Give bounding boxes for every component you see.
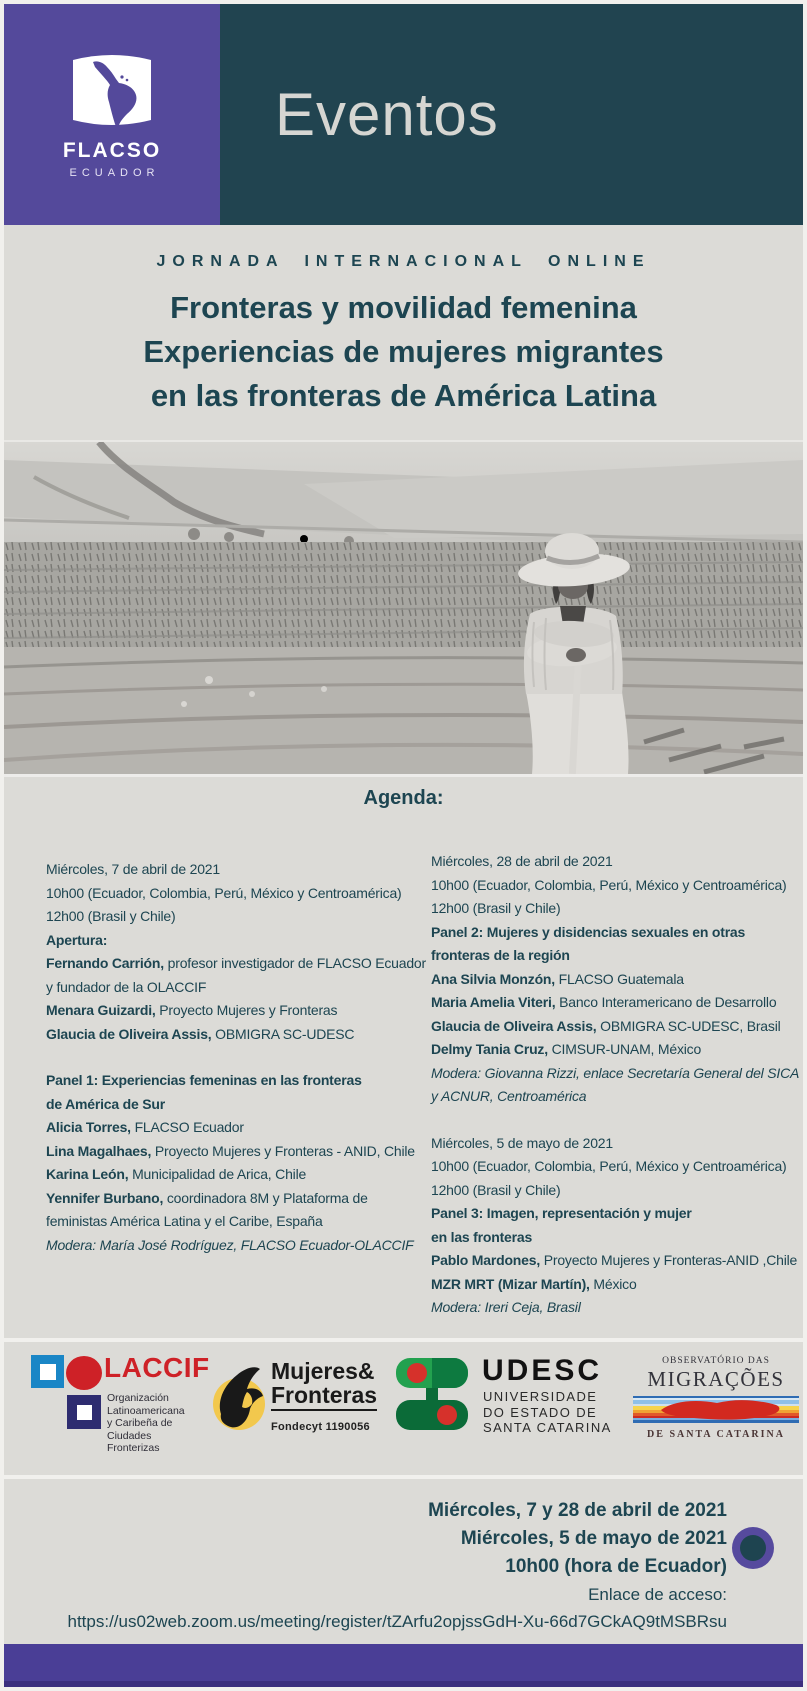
observatorio-bottom-text: DE SANTA CATARINA xyxy=(647,1429,785,1440)
agenda-line xyxy=(46,976,428,1000)
agenda-line xyxy=(46,1023,428,1047)
event-title-line-2: Experiencias de mujeres migrantes xyxy=(143,334,664,369)
agenda-line xyxy=(431,1038,803,1062)
access-time-line: 10h00 (hora de Ecuador) xyxy=(505,1556,727,1577)
access-details xyxy=(67,1497,727,1635)
udesc-desc-line: UNIVERSIDADE xyxy=(483,1389,598,1404)
olaccif-desc-line: Latinoamericana xyxy=(107,1404,185,1417)
agenda-block-panel1 xyxy=(46,1069,428,1257)
line-bold: de América de Sur xyxy=(46,1095,166,1112)
footer-bar xyxy=(4,1644,803,1687)
agenda-line xyxy=(46,882,428,906)
agenda-line xyxy=(46,952,428,976)
agenda-line xyxy=(46,858,428,882)
agenda-line xyxy=(431,897,803,921)
field-photo-art xyxy=(4,442,803,774)
udesc-desc-line: DO ESTADO DE xyxy=(483,1404,598,1420)
line-bold: Panel 3: Imagen, representación y mujer xyxy=(431,1205,692,1221)
access-date-line: Miércoles, 7 y 28 de abril de 2021 xyxy=(428,1500,727,1521)
fondecyt-number: Fondecyt 1190056 xyxy=(271,1421,370,1433)
observatorio-top-text: OBSERVATÓRIO DAS xyxy=(662,1356,770,1366)
agenda-line xyxy=(46,1210,428,1234)
agenda-line xyxy=(431,874,803,898)
line-text: Proyecto Mujeres y Fronteras xyxy=(155,1002,338,1018)
line-bold: Glaucia de Oliveira Assis, xyxy=(431,1017,597,1034)
line-text: OBMIGRA SC-UDESC, Brasil xyxy=(596,1017,781,1034)
line-bold: Panel 1: Experiencias femeninas en las fronteras xyxy=(46,1072,362,1088)
mujeres-fronteras-bird-icon xyxy=(207,1362,269,1436)
agenda-line xyxy=(46,1140,428,1164)
olaccif-logo xyxy=(31,1352,210,1464)
line-text: 12h00 (Brasil y Chile) xyxy=(431,900,561,916)
line-text: Miércoles, 28 de abril de 2021 xyxy=(431,853,613,869)
line-text: México xyxy=(589,1275,637,1292)
line-text: Miércoles, 7 de abril de 2021 xyxy=(46,861,220,877)
sponsor-logos-bar xyxy=(4,1342,803,1475)
event-kicker: JORNADA INTERNACIONAL ONLINE xyxy=(156,253,651,270)
agenda-line xyxy=(431,1015,803,1039)
mujeres-fronteras-logo xyxy=(207,1358,382,1462)
olaccif-acronym: LACCIF xyxy=(104,1352,210,1383)
poster-inner xyxy=(4,4,803,1687)
line-bold: Karina León, xyxy=(46,1166,129,1182)
agenda-line xyxy=(431,1155,803,1179)
agenda-column-right xyxy=(431,850,803,1320)
agenda-moderator-line xyxy=(431,1296,803,1320)
event-title xyxy=(4,286,803,418)
line-text: Miércoles, 5 de mayo de 2021 xyxy=(431,1134,613,1151)
line-text: Proyecto Mujeres y Fronteras-ANID ,Chile xyxy=(540,1252,798,1268)
agenda-line xyxy=(431,1202,803,1226)
agenda-moderator-line xyxy=(431,1062,803,1086)
line-text: Banco Interamericano de Desarrollo xyxy=(555,994,777,1010)
line-bold: en las fronteras xyxy=(431,1228,533,1245)
agenda-line xyxy=(46,1069,428,1093)
olaccif-desc-line: y Caribeña de xyxy=(107,1417,173,1429)
line-text: OBMIGRA SC-UDESC xyxy=(211,1025,355,1042)
brand-region: ECUADOR xyxy=(69,167,160,179)
agenda-line xyxy=(431,850,803,874)
line-text: Modera: Ireri Ceja, Brasil xyxy=(431,1299,581,1315)
banner xyxy=(220,4,803,225)
agenda-line xyxy=(431,1132,803,1156)
flacso-latam-logo-icon xyxy=(69,50,155,130)
agenda-line xyxy=(431,991,803,1015)
line-bold: Maria Amelia Viteri, xyxy=(431,994,556,1010)
agenda-heading: Agenda: xyxy=(363,787,444,809)
agenda-block-panel2 xyxy=(431,850,803,1109)
line-text: Proyecto Mujeres y Fronteras - ANID, Chile xyxy=(151,1142,415,1159)
line-bold: Glaucia de Oliveira Assis, xyxy=(46,1025,212,1042)
dot-ornament-icon xyxy=(732,1527,774,1569)
agenda-moderator-line xyxy=(46,1234,428,1258)
line-text: y ACNUR, Centroamérica xyxy=(431,1088,587,1104)
line-bold: Apertura: xyxy=(46,931,108,948)
udesc-shield-icon xyxy=(396,1358,472,1432)
intro-section xyxy=(4,225,803,440)
line-bold: Lina Magalhaes, xyxy=(46,1142,152,1159)
flacso-brand-block xyxy=(4,4,220,225)
observatorio-flag-band xyxy=(633,1396,799,1423)
line-text: 10h00 (Ecuador, Colombia, Perú, México y Centroamérica) xyxy=(431,1158,787,1174)
agenda-line xyxy=(431,1249,803,1273)
line-bold: fronteras de la región xyxy=(431,947,570,963)
agenda-line xyxy=(431,1226,803,1250)
agenda-line xyxy=(46,1163,428,1187)
access-section xyxy=(4,1479,803,1644)
dot-ornament-inner xyxy=(740,1535,766,1561)
line-text: 10h00 (Ecuador, Colombia, Perú, México y Centroamérica) xyxy=(431,876,787,893)
agenda-line xyxy=(46,1187,428,1211)
line-bold: Delmy Tania Cruz, xyxy=(431,1041,548,1057)
agenda-block-apertura xyxy=(46,858,428,1046)
agenda-section xyxy=(4,777,803,1338)
mujeres-word: Mujeres& xyxy=(271,1358,375,1384)
agenda-line xyxy=(46,1116,428,1140)
agenda-line xyxy=(431,921,803,945)
line-bold: Pablo Mardones, xyxy=(431,1252,541,1268)
observatorio-migracoes-logo xyxy=(633,1356,799,1440)
agenda-block-panel3 xyxy=(431,1132,803,1320)
line-bold: Yennifer Burbano, xyxy=(46,1189,164,1206)
line-text: feministas América Latina y el Caribe, España xyxy=(46,1213,323,1229)
line-text: FLACSO Ecuador xyxy=(130,1119,244,1135)
agenda-line xyxy=(46,999,428,1023)
line-bold: Menara Guizardi, xyxy=(46,1002,156,1018)
agenda-moderator-line xyxy=(431,1085,803,1109)
mujeres-fronteras-wordmark xyxy=(271,1359,377,1439)
line-bold: Alicia Torres, xyxy=(46,1119,131,1135)
agenda-line xyxy=(46,929,428,953)
woman-figure xyxy=(517,533,631,774)
event-title-line-1: Fronteras y movilidad femenina xyxy=(170,290,637,325)
line-text: FLACSO Guatemala xyxy=(554,970,684,987)
fronteras-word: Fronteras xyxy=(271,1382,378,1408)
logo-underline xyxy=(271,1409,377,1411)
line-text: CIMSUR-UNAM, México xyxy=(547,1041,702,1057)
line-bold: MZR MRT (Mizar Martín), xyxy=(431,1275,590,1292)
agenda-line xyxy=(431,968,803,992)
event-title-line-3: en las fronteras de América Latina xyxy=(150,378,657,413)
line-bold: Fernando Carrión, xyxy=(46,955,164,971)
santa-catarina-map-icon xyxy=(633,1396,799,1423)
access-link-label: Enlace de acceso: xyxy=(588,1585,727,1604)
line-text: y fundador de la OLACCIF xyxy=(46,978,207,995)
line-text: Modera: María José Rodríguez, FLACSO Ecuador-OLACCIF xyxy=(46,1236,414,1253)
agenda-line xyxy=(46,1093,428,1117)
olaccif-desc-line: Organización xyxy=(107,1392,169,1404)
observatorio-main-text: MIGRAÇÕES xyxy=(647,1367,785,1391)
udesc-desc-line: SANTA CATARINA xyxy=(483,1420,612,1435)
agenda-line xyxy=(431,1179,803,1203)
line-text: Municipalidad de Arica, Chile xyxy=(128,1166,307,1182)
line-text: 12h00 (Brasil y Chile) xyxy=(46,908,176,924)
brand-name: FLACSO xyxy=(62,139,162,162)
agenda-line xyxy=(431,944,803,968)
agenda-line xyxy=(431,1273,803,1297)
line-text: 12h00 (Brasil y Chile) xyxy=(431,1181,561,1198)
line-text: Modera: Giovanna Rizzi, enlace Secretaría General del SICA xyxy=(431,1064,800,1081)
line-text: coordinadora 8M y Plataforma de xyxy=(163,1189,368,1206)
line-bold: Panel 2: Mujeres y disidencias sexuales en otras xyxy=(431,923,746,940)
field-photo xyxy=(4,440,803,777)
line-text: 10h00 (Ecuador, Colombia, Perú, México y Centroamérica) xyxy=(46,884,402,901)
agenda-column-left xyxy=(46,858,428,1257)
agenda-line xyxy=(46,905,428,929)
banner-title: Eventos xyxy=(275,81,499,148)
udesc-acronym: UDESC xyxy=(482,1354,603,1387)
olaccif-description xyxy=(107,1392,206,1455)
udesc-logo xyxy=(396,1354,626,1458)
zoom-registration-link[interactable]: https://us02web.zoom.us/meeting/register/tZArfu2opjssGdH-Xu-66d7GCkAQ9tMSBRsu xyxy=(67,1612,727,1631)
udesc-description xyxy=(483,1389,612,1436)
line-text: profesor investigador de FLACSO Ecuador xyxy=(163,955,426,971)
olaccif-desc-line: Ciudades Fronterizas xyxy=(107,1429,160,1454)
olaccif-squares-icon xyxy=(31,1354,103,1432)
access-date-line: Miércoles, 5 de mayo de 2021 xyxy=(460,1528,727,1549)
line-bold: Ana Silvia Monzón, xyxy=(431,970,555,987)
